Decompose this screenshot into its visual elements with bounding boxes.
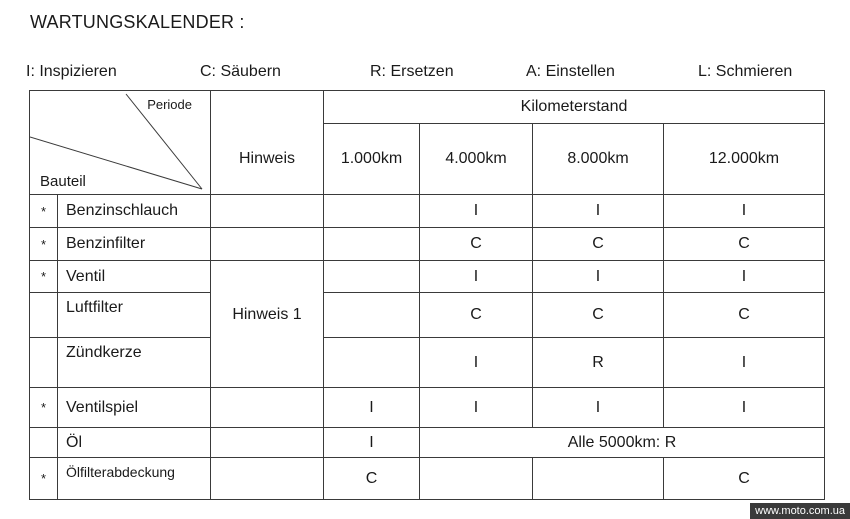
interval-12000-header: 12.000km bbox=[664, 124, 825, 195]
bauteil-label: Bauteil bbox=[40, 173, 86, 190]
legend-adjust: A: Einstellen bbox=[526, 63, 615, 80]
hinweis-cell bbox=[211, 458, 324, 500]
part-name: Öl bbox=[58, 428, 211, 458]
kilometerstand-header: Kilometerstand bbox=[324, 91, 825, 124]
km4000-cell: I bbox=[420, 195, 533, 228]
hinweis-cell bbox=[211, 228, 324, 261]
critical-marker: * bbox=[30, 458, 58, 500]
hinweis-header: Hinweis bbox=[211, 124, 324, 195]
km1000-cell: C bbox=[324, 458, 420, 500]
km12000-cell: I bbox=[664, 195, 825, 228]
hinweis-cell bbox=[211, 195, 324, 228]
interval-4000-header: 4.000km bbox=[420, 124, 533, 195]
table-row bbox=[30, 388, 825, 428]
hinweis-cell bbox=[211, 428, 324, 458]
watermark-link[interactable]: www.moto.com.ua bbox=[750, 503, 850, 519]
km1000-cell: I bbox=[324, 388, 420, 428]
hinweis-cell: Hinweis 1 bbox=[211, 293, 324, 338]
legend-replace: R: Ersetzen bbox=[370, 63, 454, 80]
legend-lubricate: L: Schmieren bbox=[698, 63, 793, 80]
km1000-cell bbox=[324, 293, 420, 338]
km1000-cell bbox=[324, 338, 420, 388]
km8000-cell: C bbox=[533, 228, 664, 261]
hinweis-cell bbox=[211, 338, 324, 388]
critical-marker: * bbox=[30, 261, 58, 293]
km12000-cell: I bbox=[664, 261, 825, 293]
km8000-cell: C bbox=[533, 293, 664, 338]
km8000-cell: I bbox=[533, 388, 664, 428]
km1000-cell bbox=[324, 195, 420, 228]
part-name: Zündkerze bbox=[58, 338, 211, 388]
part-name: Ölfilterabdeckung bbox=[58, 458, 211, 500]
km4000-cell: I bbox=[420, 338, 533, 388]
km12000-cell: C bbox=[664, 228, 825, 261]
km4000-cell: C bbox=[420, 293, 533, 338]
critical-marker bbox=[30, 338, 58, 388]
km4000-cell: I bbox=[420, 388, 533, 428]
km8000-cell bbox=[533, 458, 664, 500]
km8000-cell: I bbox=[533, 261, 664, 293]
page-title: WARTUNGSKALENDER : bbox=[30, 12, 245, 32]
km8000-cell: I bbox=[533, 195, 664, 228]
km4000-cell: C bbox=[420, 228, 533, 261]
table-row bbox=[30, 195, 825, 228]
km12000-cell: I bbox=[664, 388, 825, 428]
critical-marker: * bbox=[30, 228, 58, 261]
km1000-cell: I bbox=[324, 428, 420, 458]
hinweis-cell bbox=[211, 388, 324, 428]
table-row bbox=[30, 458, 825, 500]
part-name: Benzinfilter bbox=[58, 228, 211, 261]
km12000-cell: I bbox=[664, 338, 825, 388]
legend-clean: C: Säubern bbox=[200, 63, 281, 80]
legend-inspect: I: Inspizieren bbox=[26, 63, 117, 80]
maintenance-table bbox=[29, 90, 825, 500]
km1000-cell bbox=[324, 261, 420, 293]
table-row bbox=[30, 228, 825, 261]
hinweis-header-top bbox=[211, 91, 324, 124]
periode-label: Periode bbox=[147, 97, 192, 112]
km12000-cell: C bbox=[664, 458, 825, 500]
km4000-cell bbox=[420, 458, 533, 500]
table-row bbox=[30, 338, 825, 388]
interval-8000-header: 8.000km bbox=[533, 124, 664, 195]
critical-marker bbox=[30, 293, 58, 338]
corner-header-cell bbox=[30, 91, 211, 195]
km4000-cell: I bbox=[420, 261, 533, 293]
table-row bbox=[30, 428, 825, 458]
table-row bbox=[30, 293, 825, 338]
hinweis-cell bbox=[211, 261, 324, 293]
oil-interval-cell: Alle 5000km: R bbox=[420, 428, 825, 458]
part-name: Benzinschlauch bbox=[58, 195, 211, 228]
table-row bbox=[30, 261, 825, 293]
km12000-cell: C bbox=[664, 293, 825, 338]
km1000-cell bbox=[324, 228, 420, 261]
critical-marker: * bbox=[30, 195, 58, 228]
critical-marker bbox=[30, 428, 58, 458]
part-name: Luftfilter bbox=[58, 293, 211, 338]
km8000-cell: R bbox=[533, 338, 664, 388]
interval-1000-header: 1.000km bbox=[324, 124, 420, 195]
part-name: Ventilspiel bbox=[58, 388, 211, 428]
part-name: Ventil bbox=[58, 261, 211, 293]
critical-marker: * bbox=[30, 388, 58, 428]
